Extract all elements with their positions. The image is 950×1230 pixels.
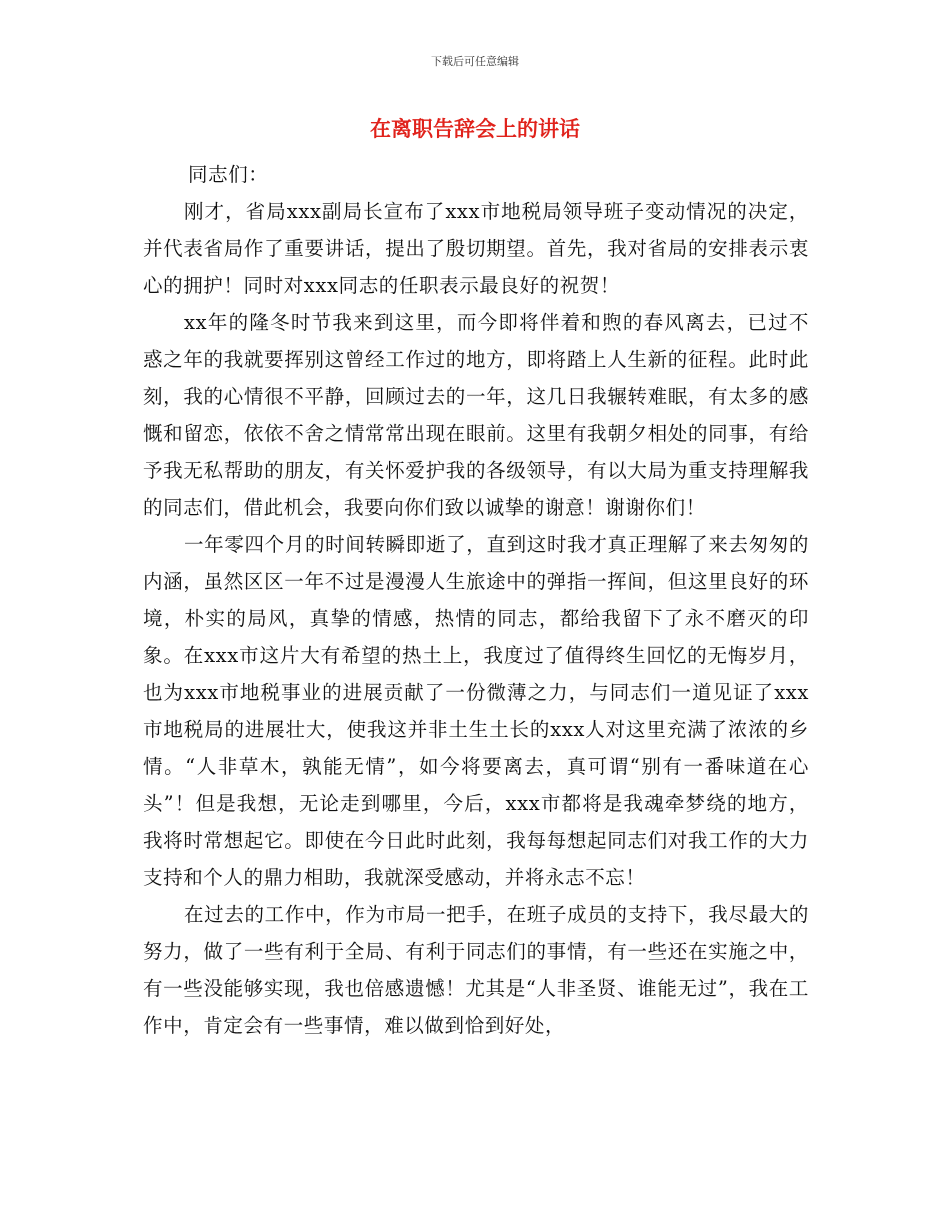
greeting-paragraph: 同志们： (188, 163, 269, 186)
body-paragraph: 一年零四个月的时间转瞬即逝了，直到这时我才真正理解了来去匆匆的内涵，虽然区区一年不过是漫漫人生旅途中的弹指一挥间，但这里良好的环境，朴实的局风，真挚的情感，热情的同志，都给我留下了永不磨灭的印象。在xxx市这片大有希望的热土上，我度过了值得终生回忆的无悔岁月，也为xxx市地税事业的进展贡献了一份微薄之力，与同志们一道见证了xxx市地税局的进展壮大，使我这并非土生土长的xxx人对这里充满了浓浓的乡情。“人非草木，孰能无情”，如今将要离去，真可谓“别有一番味道在心头”！但是我想，无论走到哪里，今后，xxx市都将是我魂牵梦绕的地方，我将时常想起它。即使在今日此时此刻，我每每想起同志们对我工作的大力支持和个人的鼎力相助，我就深受感动，并将永志不忘！ (143, 533, 809, 889)
body-paragraph: 在过去的工作中，作为市局一把手，在班子成员的支持下，我尽最大的努力，做了一些有利于全局、有利于同志们的事情，有一些还在实施之中，有一些没能够实现，我也倍感遗憾！尤其是“人非圣贤、谁能无过”，我在工作中，肯定会有一些事情，难以做到恰到好处， (143, 903, 809, 1037)
header-note: 下载后可任意编辑 (431, 55, 519, 68)
document-body (143, 156, 809, 1044)
document-title: 在离职告辞会上的讲话 (370, 117, 580, 141)
body-paragraph: xx年的隆冬时节我来到这里，而今即将伴着和煦的春风离去，已过不惑之年的我就要挥别这曾经工作过的地方，即将踏上人生新的征程。此时此刻，我的心情很不平静，回顾过去的一年，这几日我辗转难眠，有太多的感慨和留恋，依依不舍之情常常出现在眼前。这里有我朝夕相处的同事，有给予我无私帮助的朋友，有关怀爱护我的各级领导，有以大局为重支持理解我的同志们，借此机会，我要向你们致以诚挚的谢意！谢谢你们！ (143, 311, 809, 519)
body-paragraph: 刚才，省局xxx副局长宣布了xxx市地税局领导班子变动情况的决定，并代表省局作了重要讲话，提出了殷切期望。首先，我对省局的安排表示衷心的拥护！同时对xxx同志的任职表示最良好的祝贺！ (143, 200, 809, 297)
